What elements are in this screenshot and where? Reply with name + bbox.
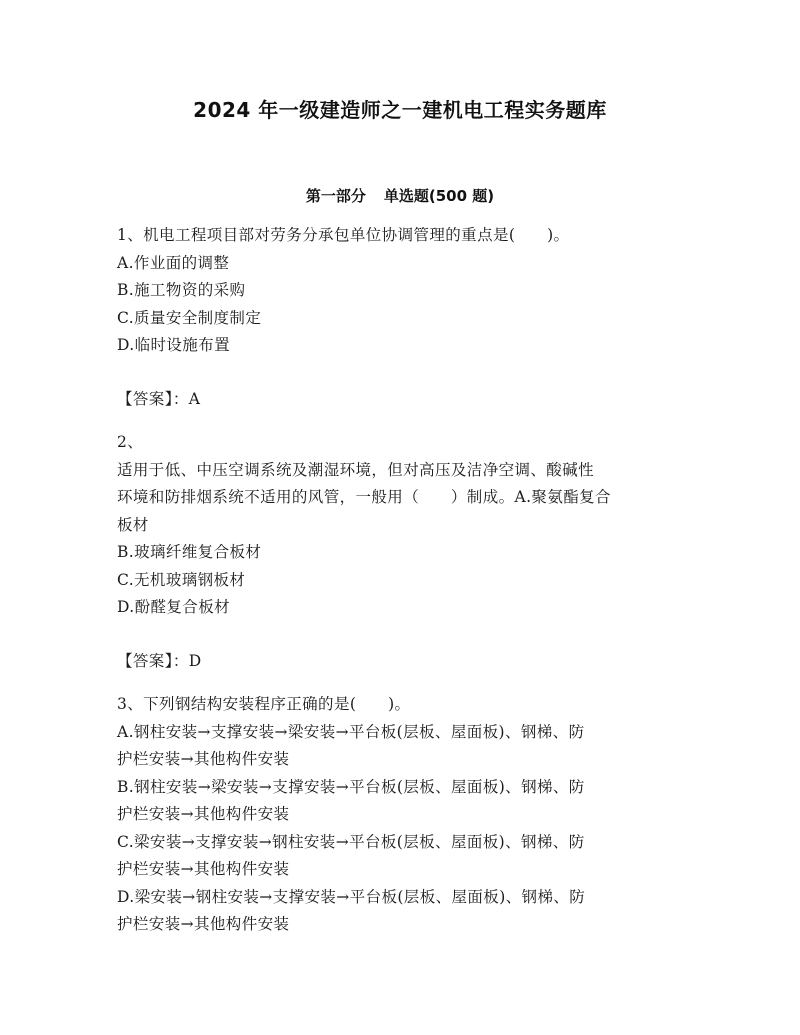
option-b: B.施工物资的采购 [117, 281, 246, 299]
option-a-line: A.钢柱安装→支撑安装→梁安装→平台板(层板、屋面板)、钢梯、防 [117, 722, 585, 741]
option-c: C.无机玻璃钢板材 [117, 570, 246, 589]
answer-label: 【答案】：D [117, 651, 202, 670]
option-a-line: 护栏安装→其他构件安装 [117, 750, 290, 768]
question-list [117, 222, 687, 939]
section-heading [0, 185, 800, 206]
question-stem-line: 环境和防排烟系统不适用的风管，一般用（ ）制成。A.聚氨酯复合 [117, 488, 611, 506]
option-c-line: 护栏安装→其他构件安装 [117, 860, 290, 878]
option-d-line: 护栏安装→其他构件安装 [117, 915, 290, 933]
option-a: A.作业面的调整 [117, 253, 230, 272]
question-stem-line: 适用于低、中压空调系统及潮湿环境，但对高压及洁净空调、酸碱性 [117, 460, 595, 479]
option-d-line: D.梁安装→钢柱安装→支撑安装→平台板(层板、屋面板)、钢梯、防 [117, 887, 586, 906]
option-c: C.质量安全制度制定 [117, 308, 262, 327]
option-b: B.玻璃纤维复合板材 [117, 543, 262, 561]
option-d: D.临时设施布置 [117, 336, 231, 354]
option-c-line: C.梁安装→支撑安装→钢柱安装→平台板(层板、屋面板)、钢梯、防 [117, 832, 585, 851]
question-2 [117, 429, 687, 675]
question-stem: 1、机电工程项目部对劳务分承包单位协调管理的重点是( )。 [117, 226, 570, 244]
question-stem-line: 板材 [117, 515, 149, 534]
question-1 [117, 222, 687, 413]
option-d: D.酚醛复合板材 [117, 598, 231, 616]
option-b-line: 护栏安装→其他构件安装 [117, 805, 290, 823]
section-part: 第一部分 [305, 187, 366, 205]
question-stem: 3、下列钢结构安装程序正确的是( )。 [117, 695, 411, 713]
section-name: 单选题(500 题) [383, 187, 495, 205]
document-title: 2024 年一级建造师之一建机电工程实务题库 [193, 98, 607, 122]
question-3 [117, 691, 687, 939]
question-number: 2、 [117, 433, 144, 451]
answer-label: 【答案】：A [117, 389, 201, 408]
option-b-line: B.钢柱安装→梁安装→支撑安装→平台板(层板、屋面板)、钢梯、防 [117, 777, 585, 796]
